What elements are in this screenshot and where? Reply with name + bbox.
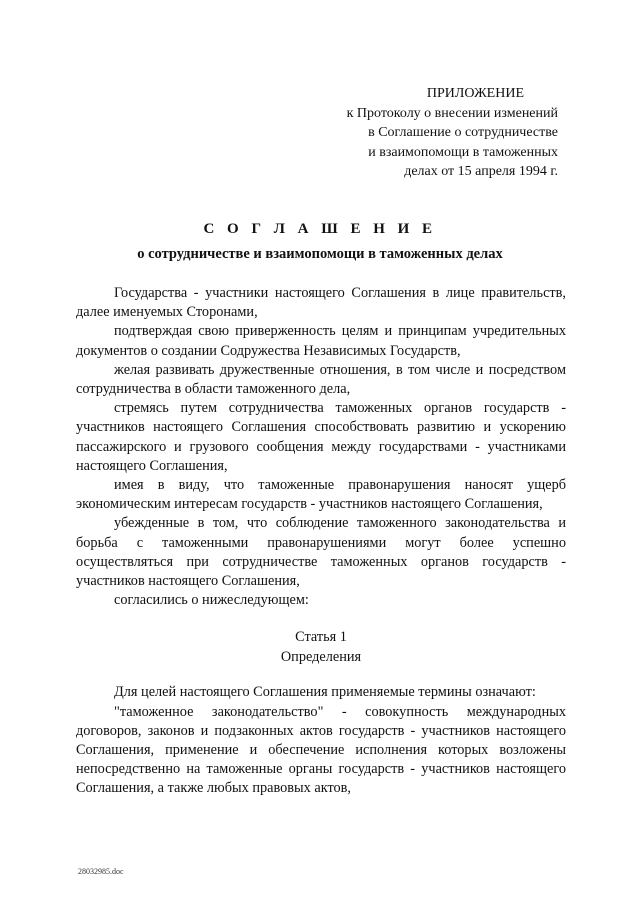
article-paragraph: Для целей настоящего Соглашения применяемые термины означают: [114, 684, 536, 701]
preamble-paragraph: согласились о нижеследующем: [114, 592, 309, 609]
appendix-block [298, 84, 558, 182]
appendix-line: делах от 15 апреля 1994 г. [404, 164, 558, 179]
preamble-paragraph: стремясь путем сотрудничества таможенных органов государств - участников настоящего Соглашения способствовать развитию и ускорению пассажирского и грузового сообщения между государствами - участниками настоящего Соглашения, [76, 400, 566, 474]
article-number: Статья 1 [295, 629, 347, 646]
article-title: Определения [280, 648, 362, 665]
document-subtitle: о сотрудничестве и взаимопомощи в таможенных делах [137, 246, 503, 262]
article-paragraph: "таможенное законодательство" - совокупность международных договоров, законов и подзаконных актов государств - участников настоящего Соглашения, применение и обеспечение исполнения которых возложены непосредственно на таможенные органы государств - участников настоящего Соглашения, а также любых правовых актов, [76, 703, 566, 797]
appendix-heading: ПРИЛОЖЕНИЕ [426, 86, 524, 101]
appendix-line: и взаимопомощи в таможенных [368, 144, 558, 160]
preamble-paragraph: подтверждая свою приверженность целям и принципам учредительных документов о создании Содружества Независимых Государств, [76, 323, 566, 359]
preamble-paragraph: имея в виду, что таможенные правонарушения наносят ущерб экономическим интересам государств - участников настоящего Соглашения, [76, 477, 566, 513]
footer-filename: 28032985.doc [78, 867, 124, 876]
preamble-paragraph: желая развивать дружественные отношения, в том числе и посредством сотрудничества в области таможенного дела, [76, 361, 566, 398]
article-heading [76, 628, 566, 667]
document-body [76, 284, 566, 799]
preamble-paragraph: Государства - участники настоящего Соглашения в лице правительств, далее именуемых Сторонами, [76, 285, 566, 321]
document-title: С О Г Л А Ш Е Н И Е [203, 221, 437, 237]
appendix-line: к Протоколу о внесении изменений [346, 105, 558, 121]
appendix-line: в Соглашение о сотрудничестве [368, 125, 558, 140]
preamble-paragraph: убежденные в том, что соблюдение таможенного законодательства и борьба с таможенными правонарушениями могут более успешно осуществляться при сотрудничестве таможенных органов государств - участников настоящего Соглашения, [76, 515, 566, 590]
